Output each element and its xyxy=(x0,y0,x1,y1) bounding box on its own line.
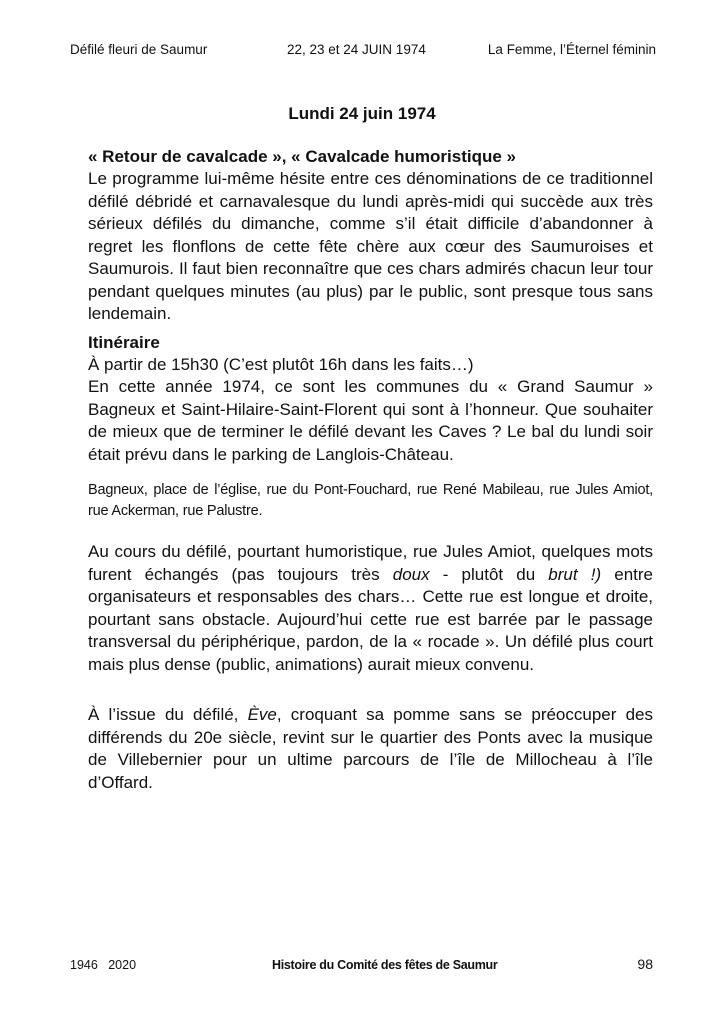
footer-years: 1946 2020 xyxy=(70,958,137,972)
footer-title: Histoire du Comité des fêtes de Saumur xyxy=(272,958,498,972)
page-title: Lundi 24 juin 1974 xyxy=(288,104,436,123)
paragraph-defile-italic-2: brut !) xyxy=(548,564,602,584)
paragraph-defile-text-1: Au cours du défilé, pourtant humoristique, rue Jules Amiot, quelques mots furent échangés (pas toujours très xyxy=(88,542,653,584)
header-date: 22, 23 et 24 JUIN 1974 xyxy=(287,42,426,57)
header-right: La Femme, l’Éternel féminin xyxy=(487,42,656,57)
section-heading-itineraire: Itinéraire xyxy=(88,333,160,352)
paragraph-eve-italic: Ève xyxy=(247,705,277,724)
paragraph-defile-italic-1: doux xyxy=(392,564,430,584)
section-heading-cavalcade: « Retour de cavalcade », « Cavalcade humoristique » xyxy=(88,147,517,166)
itineraire-time: À partir de 15h30 (C’est plutôt 16h dans les faits…) xyxy=(88,355,474,374)
page-number: 98 xyxy=(637,956,653,972)
paragraph-defile-text-2: - plutôt du xyxy=(429,564,549,584)
paragraph-eve xyxy=(88,704,653,794)
paragraph-itineraire: En cette année 1974, ce sont les communes du « Grand Saumur » Bagneux et Saint-Hilaire-Saint-Florent qui sont à l’honneur. Que souhaiter de mieux que de terminer le défilé devant les Caves ? Le bal du lundi soir était prévu dans le parking de Langlois-Château. xyxy=(88,377,653,464)
paragraph-cavalcade: Le programme lui-même hésite entre ces dénominations de ce traditionnel défilé débridé et carnavalesque du lundi après-midi qui succède aux très sérieux défilés du dimanche, comme s’il était difficile d’abandonner à regret les flonflons de cette fête chère aux cœur des Saumuroises et Saumurois. Il faut bien reconnaître que ces chars admirés chacun leur tour pendant quelques minutes (au plus) par le public, sont presque tous sans lendemain. xyxy=(88,169,653,323)
route-list: Bagneux, place de l’église, rue du Pont-Fouchard, rue René Mabileau, rue Jules Amiot, rue Ackerman, rue Palustre. xyxy=(88,482,653,519)
paragraph-eve-text-2: , croquant sa pomme sans se préoccuper des différends du 20e siècle, revint sur le quartier des Ponts avec la musique de Villebernier pour un ultime parcours de l’île de Millocheau à l’île d’Offard. xyxy=(88,705,654,792)
paragraph-defile xyxy=(88,541,653,676)
paragraph-defile-text-3: entre organisateurs et responsables des chars… Cette rue est longue et droite, pourtant sans obstacle. Aujourd’hui cette rue est barrée par le passage transversal du périphérique, pardon, de la « rocade ». Un défilé plus court mais plus dense (public, animations) aurait mieux convenu. xyxy=(88,564,653,674)
header-left: Défilé fleuri de Saumur xyxy=(70,42,208,57)
paragraph-eve-text-1: À l’issue du défilé, xyxy=(88,705,248,724)
